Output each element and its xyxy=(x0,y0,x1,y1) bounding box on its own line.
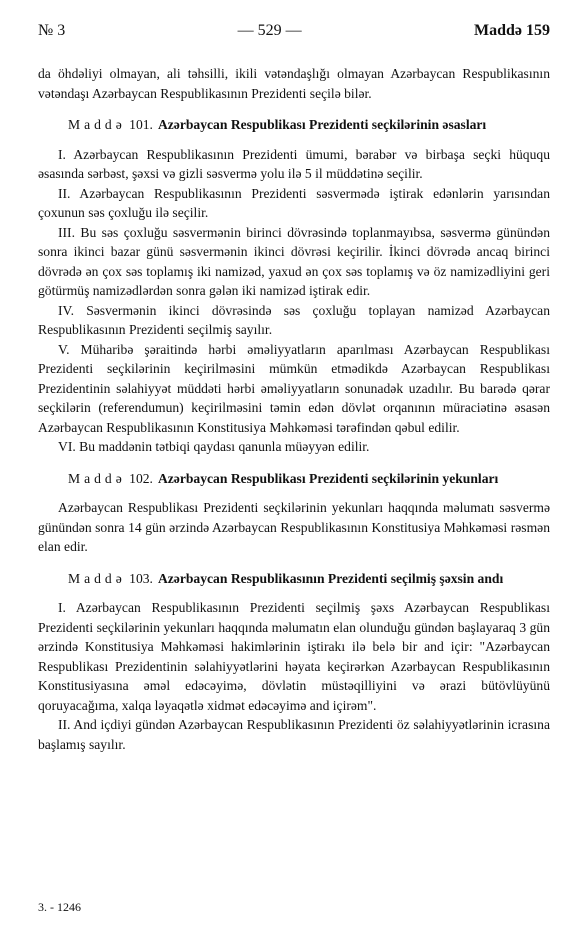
article-paragraph: II. Azərbaycan Respublikasının Prezidenti səsvermədə iştirak edənlərin yarısından çoxunun səs çoxluğu ilə seçilir. xyxy=(38,185,550,220)
article-paragraph: VI. Bu maddənin tətbiqi qaydası qanunla müəyyən edilir. xyxy=(58,439,370,454)
page-number: — 529 — xyxy=(237,22,302,39)
article-103-heading xyxy=(38,569,550,589)
article-paragraph: I. Azərbaycan Respublikasının Prezidenti seçilmiş şəxs Azərbaycan Respublikası Prezidenti seçkilərinin yekunları haqqında məlumatın elan olunduğu gündən başlayaraq 3 gün ərzində Konstitusiya Məhkəməsi hakimlərinin iştirakı ilə belə bir and içir: "Azərbaycan Respublikası Prezidentinin səlahiyyətlərini həyata keçirərkən Azərbaycan Respublikasının Konstitusiyasına əməl edəcəyimə, dövlətin müstəqilliyini və ərazi bütövlüyünü qoruyacağıma, xalqa ləyaqətlə xidmət edəcəyimə and içirəm". xyxy=(38,600,550,713)
article-paragraph: IV. Səsvermənin ikinci dövrəsində səs çoxluğu toplayan namizəd Azərbaycan Respublikasının Prezidenti seçilmiş sayılır. xyxy=(38,302,550,337)
article-101-heading xyxy=(38,115,550,135)
article-word: Maddə xyxy=(68,570,126,586)
article-paragraph: V. Müharibə şəraitində hərbi əməliyyatların aparılması Azərbaycan Respublikası Prezidenti seçkilərinin keçirilməsini mümkün etmədikdə Azərbaycan Respublikası Prezidentinin səlahiyyət müddəti hərbi əməliyyatların sonunadək uzadılır. Bu barədə qərar seçkilərin (referendumun) keçirilməsini təmin edən dövlət orqanının müraciətinə əsasən Azərbaycan Respublikasının Konstitusiya Məhkəməsi tərəfindən qəbul edilir. xyxy=(38,341,550,435)
intro-paragraph: da öhdəliyi olmayan, ali təhsilli, ikili vətəndaşlığı olmayan Azərbaycan Respublikasının vətəndaşı Azərbaycan Respublikasının Prezidenti seçilə bilər. xyxy=(38,66,550,101)
running-head: Maddə 159 xyxy=(473,22,550,39)
article-title: Azərbaycan Respublikasının Prezidenti seçilmiş şəxsin andı xyxy=(157,570,504,586)
article-title: Azərbaycan Respublikası Prezidenti seçkilərinin yekunları xyxy=(157,470,499,486)
document-body xyxy=(38,64,550,754)
article-number: 103. xyxy=(129,570,153,586)
article-number: 102. xyxy=(129,470,153,486)
article-word: Maddə xyxy=(68,470,126,486)
page-header xyxy=(38,22,550,44)
article-word: Maddə xyxy=(68,117,126,132)
article-number: 101. xyxy=(129,117,153,132)
article-title: Azərbaycan Respublikası Prezidenti seçkilərinin əsasları xyxy=(157,117,487,132)
article-paragraph: I. Azərbaycan Respublikasının Prezidenti ümumi, bərabər və birbaşa seçki hüququ əsasında sərbəst, şəxsi və gizli səsvermə yolu ilə 5 il müddətinə seçilir. xyxy=(38,146,550,181)
document-page xyxy=(38,22,550,754)
article-paragraph: II. And içdiyi gündən Azərbaycan Respublikasının Prezidenti öz səlahiyyətlərinin icrasına başlamış sayılır. xyxy=(38,717,550,752)
article-paragraph: III. Bu səs çoxluğu səsvermənin birinci dövrəsində toplanmayıbsa, səsvermə günündən sonra ikinci bazar günü səsvermənin ikinci dövrəsi keçirilir. İkinci dövrədə ancaq birinci dövrədə ən çox səs toplamış iki namizəd, yaxud ən çox səs toplamış və öz namizədliyini geri götürmüş namizədlərdən sonra gələn iki namizəd iştirak edir. xyxy=(38,224,550,298)
print-signature: 3. - 1246 xyxy=(38,900,81,914)
article-102-heading xyxy=(38,469,550,489)
issue-number: № 3 xyxy=(38,22,66,39)
article-paragraph: Azərbaycan Respublikası Prezidenti seçkilərinin yekunları haqqında məlumatı səsvermə günündən sonra 14 gün ərzində Azərbaycan Respublikasının Konstitusiya Məhkəməsi rəsmən elan edir. xyxy=(38,500,550,554)
